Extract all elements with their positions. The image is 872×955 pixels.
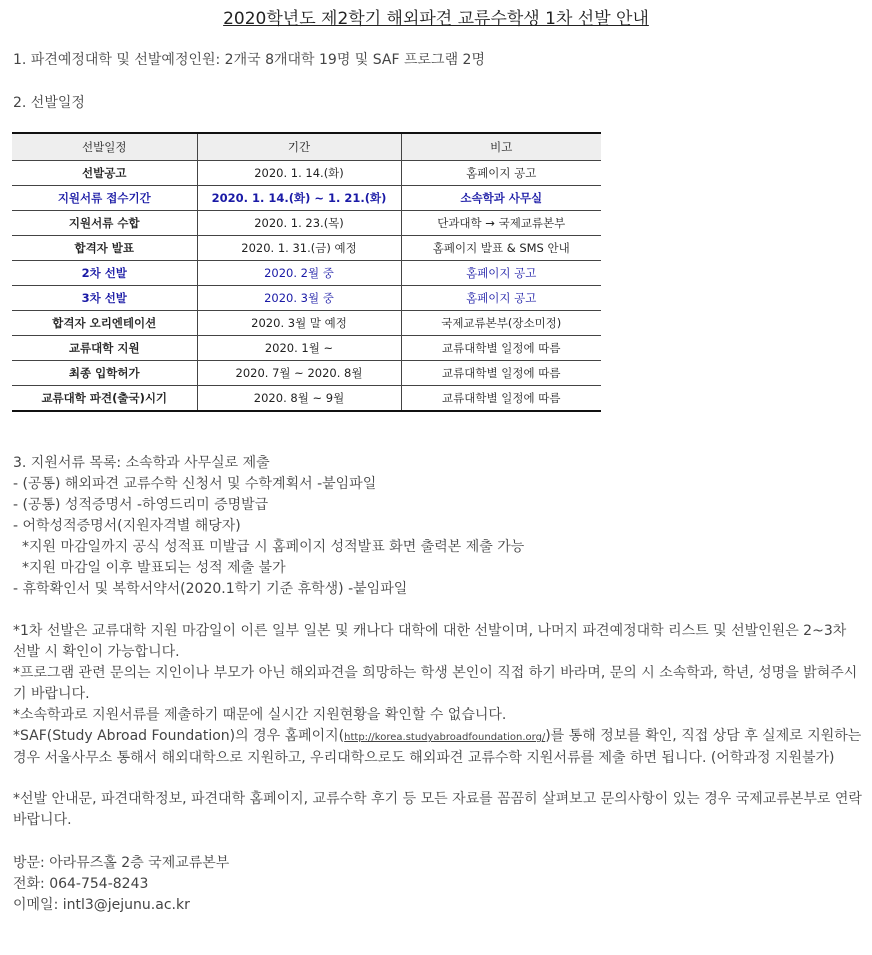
row-note: 교류대학별 일정에 따름 bbox=[401, 336, 601, 361]
col-header-note: 비고 bbox=[401, 133, 601, 161]
note-contact-advice: *선발 안내문, 파견대학정보, 파견대학 홈페이지, 교류수학 후기 등 모든 자료를 꼼꼼히 살펴보고 문의사항이 있는 경우 국제교류본부로 연락바랍니다. bbox=[13, 791, 862, 828]
contact-email[interactable]: 이메일: intl3@jejunu.ac.kr bbox=[13, 897, 190, 913]
note-saf bbox=[13, 726, 863, 769]
table-row bbox=[12, 336, 601, 361]
row-period: 2020. 7월 ~ 2020. 8월 bbox=[197, 361, 401, 386]
table-row bbox=[12, 311, 601, 336]
section-2-heading: 2. 선발일정 bbox=[13, 95, 85, 111]
section-1-text: 1. 파견예정대학 및 선발예정인원: 2개국 8개대학 19명 및 SAF 프로그램 2명 bbox=[13, 52, 485, 68]
row-period: 2020. 1. 31.(금) 예정 bbox=[197, 236, 401, 261]
row-note: 홈페이지 공고 bbox=[401, 261, 601, 286]
row-note: 단과대학 → 국제교류본부 bbox=[401, 211, 601, 236]
row-period: 2020. 1. 14.(화) ~ 1. 21.(화) bbox=[197, 186, 401, 211]
row-period: 2020. 1. 14.(화) bbox=[197, 161, 401, 186]
row-note: 교류대학별 일정에 따름 bbox=[401, 386, 601, 412]
document-subnote: *지원 마감일 이후 발표되는 성적 제출 불가 bbox=[22, 560, 286, 576]
row-note: 홈페이지 발표 & SMS 안내 bbox=[401, 236, 601, 261]
row-note: 홈페이지 공고 bbox=[401, 286, 601, 311]
row-period: 2020. 8월 ~ 9월 bbox=[197, 386, 401, 412]
row-note: 국제교류본부(장소미정) bbox=[401, 311, 601, 336]
table-row bbox=[12, 161, 601, 186]
note-inquiry: *프로그램 관련 문의는 지인이나 부모가 아닌 해외파견을 희망하는 학생 본인이 직접 하기 바라며, 문의 시 소속학과, 학년, 성명을 밝혀주시기 바랍니다. bbox=[13, 665, 858, 702]
row-label: 2차 선발 bbox=[12, 261, 197, 286]
col-header-period: 기간 bbox=[197, 133, 401, 161]
row-note: 소속학과 사무실 bbox=[401, 186, 601, 211]
note-saf-before: *SAF(Study Abroad Foundation)의 경우 홈페이지( bbox=[13, 728, 345, 744]
table-row bbox=[12, 211, 601, 236]
contact-visit: 방문: 아라뮤즈홀 2층 국제교류본부 bbox=[13, 855, 230, 871]
col-header-schedule: 선발일정 bbox=[12, 133, 197, 161]
table-row bbox=[12, 186, 601, 211]
table-row bbox=[12, 386, 601, 412]
schedule-header-row bbox=[12, 133, 601, 161]
row-note: 홈페이지 공고 bbox=[401, 161, 601, 186]
section-3-heading: 3. 지원서류 목록: 소속학과 사무실로 제출 bbox=[13, 455, 270, 471]
row-period: 2020. 3월 말 예정 bbox=[197, 311, 401, 336]
row-note: 교류대학별 일정에 따름 bbox=[401, 361, 601, 386]
row-label: 교류대학 지원 bbox=[12, 336, 197, 361]
document-subnote: *지원 마감일까지 공식 성적표 미발급 시 홈페이지 성적발표 화면 출력본 제출 가능 bbox=[22, 539, 525, 555]
table-row bbox=[12, 286, 601, 311]
row-label: 교류대학 파견(출국)시기 bbox=[12, 386, 197, 412]
note-saf-after: )를 통해 정보를 확인, 직접 상담 후 실제로 지원하는 경우 서울사무소 통해서 해외대학으로 지원하고, 우리대학으로도 해외파견 교류수학 지원서류를 제출 하면 됩니다. (어학과정 지원불가) bbox=[13, 728, 862, 766]
table-row bbox=[12, 361, 601, 386]
note-first-selection: *1차 선발은 교류대학 지원 마감일이 이른 일부 일본 및 캐나다 대학에 대한 선발이며, 나머지 파견예정대학 리스트 및 선발인원은 2~3차 선발 시 확인이 가능합니다. bbox=[13, 623, 847, 660]
row-label: 합격자 발표 bbox=[12, 236, 197, 261]
row-label: 선발공고 bbox=[12, 161, 197, 186]
row-label: 합격자 오리엔테이션 bbox=[12, 311, 197, 336]
table-row bbox=[12, 236, 601, 261]
row-period: 2020. 3월 중 bbox=[197, 286, 401, 311]
note-status: *소속학과로 지원서류를 제출하기 때문에 실시간 지원현황을 확인할 수 없습니다. bbox=[13, 707, 507, 723]
document-item: - 휴학확인서 및 복학서약서(2020.1학기 기준 휴학생) -붙임파일 bbox=[13, 581, 408, 597]
row-label: 최종 입학허가 bbox=[12, 361, 197, 386]
row-label: 지원서류 접수기간 bbox=[12, 186, 197, 211]
document-item: - (공통) 해외파견 교류수학 신청서 및 수학계획서 -붙임파일 bbox=[13, 476, 377, 492]
row-period: 2020. 1월 ~ bbox=[197, 336, 401, 361]
page-title: 2020학년도 제2학기 해외파견 교류수학생 1차 선발 안내 bbox=[223, 9, 649, 29]
row-period: 2020. 1. 23.(목) bbox=[197, 211, 401, 236]
row-label: 3차 선발 bbox=[12, 286, 197, 311]
row-label: 지원서류 수합 bbox=[12, 211, 197, 236]
schedule-table bbox=[12, 132, 601, 412]
contact-phone: 전화: 064-754-8243 bbox=[13, 876, 149, 892]
document-item: - 어학성적증명서(지원자격별 해당자) bbox=[13, 518, 241, 534]
table-row bbox=[12, 261, 601, 286]
document-item: - (공통) 성적증명서 -하영드리미 증명발급 bbox=[13, 497, 269, 513]
saf-homepage-link[interactable]: http://korea.studyabroadfoundation.org/ bbox=[344, 732, 546, 743]
row-period: 2020. 2월 중 bbox=[197, 261, 401, 286]
